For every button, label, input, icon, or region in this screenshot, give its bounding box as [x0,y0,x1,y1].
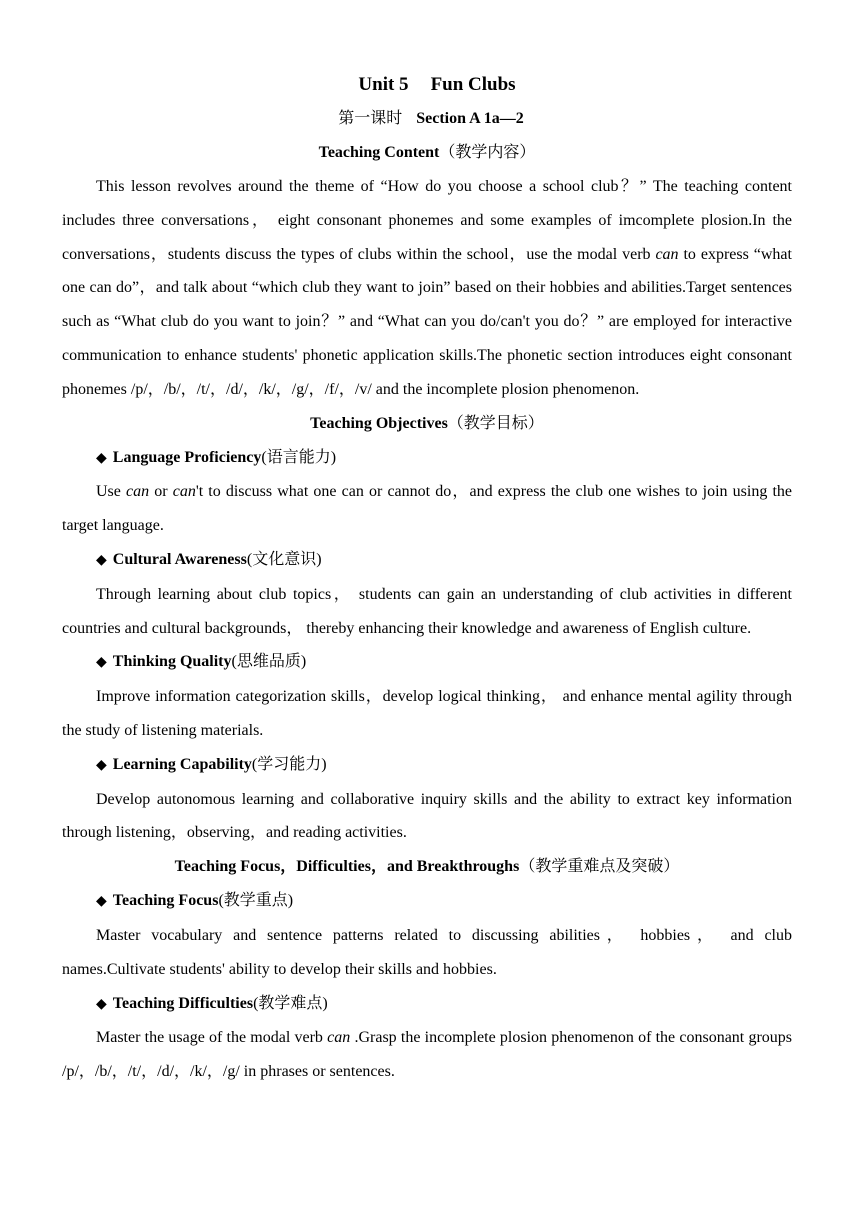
heading-en: Teaching Content [318,144,440,161]
teaching-content-heading [62,136,792,170]
heading-en: Teaching Objectives [310,414,448,432]
paragraph-italic: can [126,483,150,501]
cultural-awareness-heading [62,543,792,578]
lesson-subtitle [62,102,792,136]
thinking-quality-heading [62,645,792,680]
diamond-bullet-icon: ◆ [96,654,107,671]
learning-capability-paragraph: Develop autonomous learning and collaborative inquiry skills and the ability to extract key information through listening，observing，and reading activities. [62,790,792,842]
paragraph-text: This lesson revolves around the theme of “How do you choose a school club？” The teaching content includes three conversations， eight consonant phonemes and some examples of imcomplete plosion.In the conversations，students discuss the types of clubs within the school，use the modal verb [62,178,792,263]
teaching-content-paragraph [62,170,792,407]
teaching-focus-heading [62,850,792,884]
lesson-section: Section A 1a—2 [416,110,524,127]
bullet-title-zh: (教学难点) [253,994,328,1012]
learning-capability-heading [62,748,792,783]
thinking-quality-paragraph: Improve information categorization skills，develop logical thinking， and enhance mental agility through the study of listening materials. [62,688,792,739]
lesson-label: 第一课时 [338,110,403,127]
bullet-title-zh: (教学重点) [218,892,294,910]
bullet-title-zh: (文化意识) [246,550,322,568]
document-title [62,68,792,102]
teaching-focus-paragraph: Master vocabulary and sentence patterns related to discussing abilities， hobbies， and club names.Cultivate students' ability to develop their skills and hobbies. [62,926,792,978]
diamond-bullet-icon: ◆ [96,995,107,1012]
heading-zh: （教学内容） [439,144,536,161]
paragraph-italic: can [655,245,679,263]
paragraph-italic: can [172,483,196,501]
cultural-awareness-paragraph: Through learning about club topics， students can gain an understanding of club activities in different countries and cultural backgrounds， thereby enhancing their knowledge and awareness of English culture. [62,585,792,637]
diamond-bullet-icon: ◆ [96,756,107,773]
bullet-title-en: Learning Capability [112,755,252,773]
language-proficiency-paragraph [62,475,792,543]
diamond-bullet-icon: ◆ [96,551,107,568]
teaching-objectives-heading [62,407,792,441]
heading-en: Teaching Focus，Difficulties，and Breakthroughs [174,858,520,876]
heading-zh: （教学目标） [447,414,544,432]
bullet-title-zh: (思维品质) [231,653,307,671]
language-proficiency-heading [62,441,792,476]
paragraph-text: .Grasp the incomplete plosion phenomenon of the consonant groups /p/，/b/，/t/，/d/，/k/，/g/ in phrases or sentences. [62,1029,793,1081]
teaching-difficulties-paragraph [62,1021,792,1089]
diamond-bullet-icon: ◆ [96,893,107,910]
bullet-title-en: Cultural Awareness [112,550,247,568]
bullet-title-en: Teaching Difficulties [112,994,254,1012]
teaching-difficulties-heading [62,987,792,1022]
teaching-focus-subheading [62,884,792,919]
bullet-title-en: Language Proficiency [112,448,262,466]
paragraph-text: 't to discuss what one can or cannot do，and express the club one wishes to join using the target language. [62,483,793,535]
bullet-title-zh: (学习能力) [251,755,327,773]
paragraph-text: to express “what one can do”，and talk about “which club they want to join” based on their hobbies and abilities.Target sentences such as “What club do you want to join？” and “What can you do/can't you do？” are employed for interactive communication to enhance students' phonetic application skills.The phonetic section introduces eight consonant phonemes /p/，/b/，/t/，/d/，/k/，/g/，/f/，/v/ and the incomplete plosion phenomenon. [62,245,792,398]
unit-name: Fun Clubs [430,74,516,95]
paragraph-italic: can [327,1029,351,1047]
paragraph-text: Master the usage of the modal verb [96,1029,328,1047]
bullet-title-en: Teaching Focus [112,892,219,910]
paragraph-text: Use [96,483,127,501]
heading-zh: （教学重难点及突破） [519,858,680,876]
unit-number: Unit 5 [358,74,409,95]
bullet-title-zh: (语言能力) [261,448,337,466]
bullet-title-en: Thinking Quality [112,653,232,671]
diamond-bullet-icon: ◆ [96,449,107,466]
paragraph-text: or [149,483,173,501]
